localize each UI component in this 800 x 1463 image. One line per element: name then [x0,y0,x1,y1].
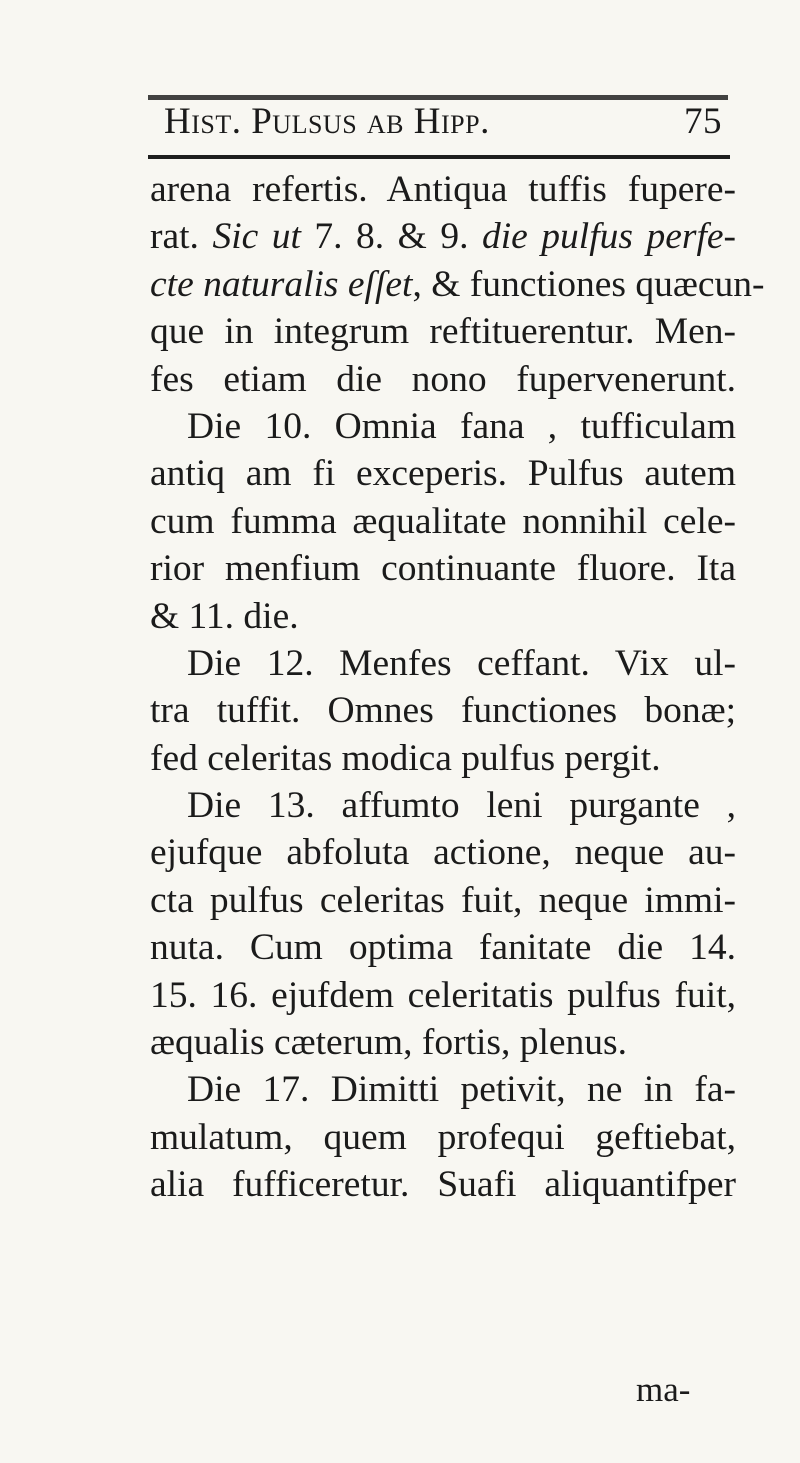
text-line: cte naturalis eſſet, & functiones quæcun- [150,263,765,305]
text-line: ejufque abfoluta actione, neque au- [150,832,736,874]
text-line: Die 13. affumto leni purgante , [187,785,736,827]
text-line: antiq am fi exceperis. Pulfus autem [150,453,736,495]
text-line: mulatum, quem profequi geftiebat, [150,1116,736,1158]
text-line: cum fumma æqualitate nonnihil cele- [150,500,736,542]
text-line: arena refertis. Antiqua tuffis fupere- [150,169,736,210]
text-line: Die 12. Menfes ceffant. Vix ul- [187,642,736,684]
text-line: fes etiam die nono fupervenerunt. [150,358,736,400]
header-bottom-rule [148,155,730,159]
text-line: 15. 16. ejufdem celeritatis pulfus fuit, [150,974,736,1016]
text-line: fed celeritas modica pulfus pergit. [150,737,661,779]
text-line: Die 17. Dimitti petivit, ne in fa- [187,1069,736,1111]
body-text [150,166,765,1209]
text-line: rat. Sic ut 7. 8. & 9. die pulfus perfe- [150,216,736,258]
text-line: nuta. Cum optima fanitate die 14. [150,927,736,969]
running-title: Hist. Pulsus ab Hipp. [164,101,490,142]
running-head [164,100,722,148]
text-line: Die 10. Omnia fana , tufficulam [187,405,736,447]
text-line: cta pulfus celeritas fuit, neque immi- [150,879,736,921]
page-number: 75 [684,101,722,142]
catchword: ma- [636,1370,691,1409]
text-line: & 11. die. [150,595,299,637]
text-line: que in integrum reftituerentur. Men- [150,311,736,353]
text-line: æqualis cæterum, fortis, plenus. [150,1022,628,1064]
text-line: tra tuffit. Omnes functiones bonæ; [150,690,736,732]
text-line: rior menfium continuante fluore. Ita [150,548,736,590]
text-line: alia fufficeretur. Suafi aliquantifper [150,1164,736,1206]
